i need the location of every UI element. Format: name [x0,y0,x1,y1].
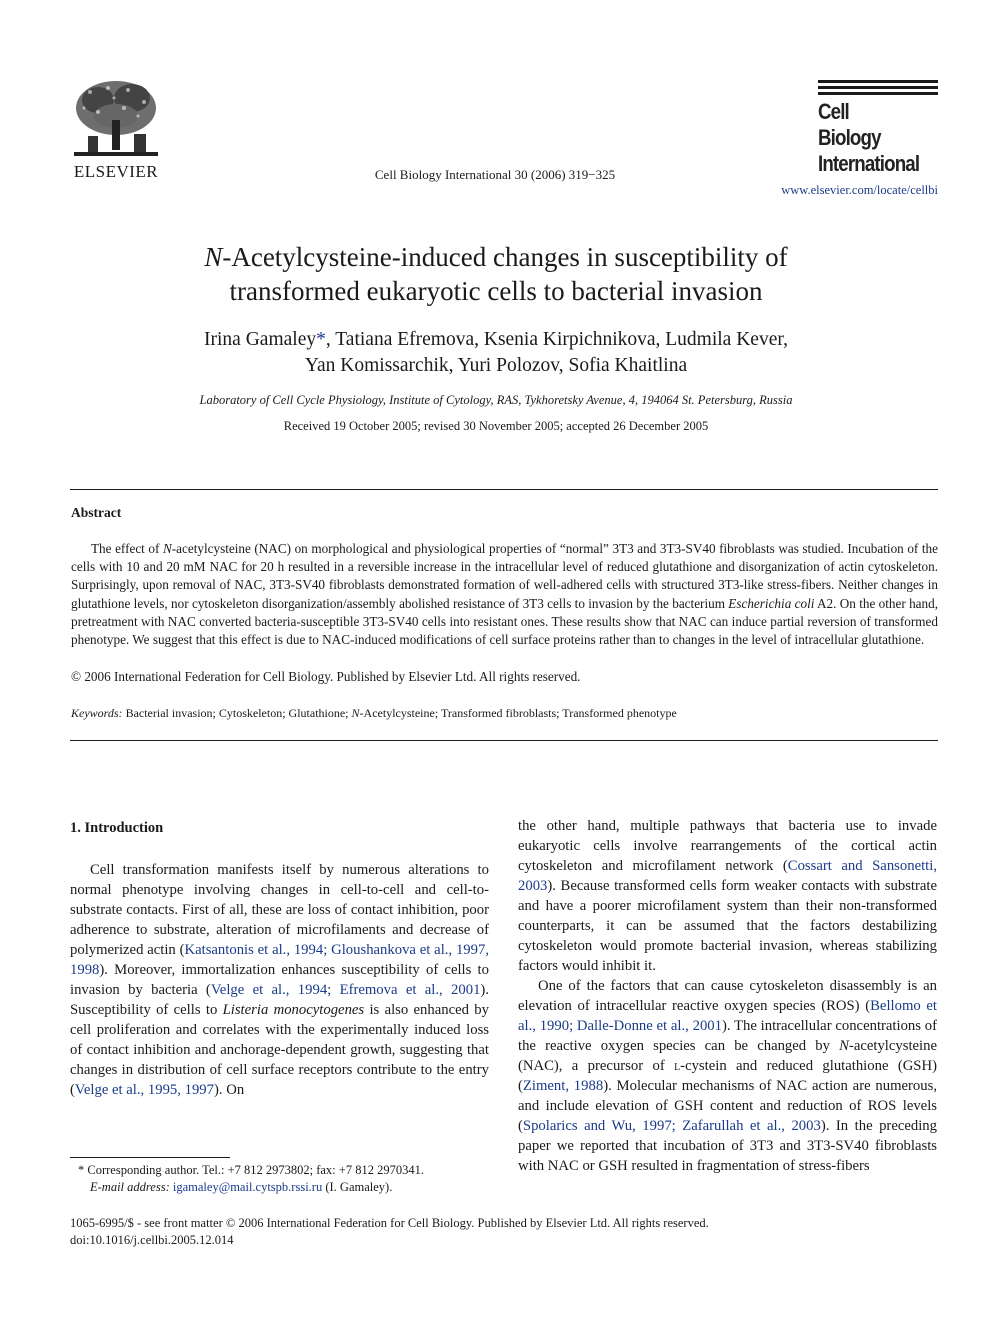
elsevier-logo [68,78,164,188]
email-label: E-mail address: [90,1180,170,1194]
body-column-right [518,816,937,1176]
citation-link[interactable]: Velge et al., 1994; Efremova et al., 2001 [210,982,481,998]
corresponding-author-link[interactable]: * [316,329,326,350]
affiliation: Laboratory of Cell Cycle Physiology, Institute of Cytology, RAS, Tykhoretsky Avenue, 4, 194064 St. Petersburg, Russia [199,393,793,407]
logo-word: Biology [818,125,881,150]
logo-word: Cell [818,99,849,124]
logo-bar [818,92,938,95]
abstract-italic: Escherichia coli [728,595,815,611]
paragraph: Cell transformation manifests itself by numerous alterations to normal phenotype involving changes in cell-to-cell and cell-to-substrate contacts. First of all, these are loss of contact inhibition, poor adherence to substrate, alteration of microfilaments and decrease of polymerized actin (Katsantonis et al., 1994; Gloushankova et al., 1997, 1998). Moreover, immortalization enhances susceptibility of cells to invasion by bacteria (Velge et al., 1994; Efremova et al., 2001). Susceptibility of cells to Listeria monocytogenes is also enhanced by cell proliferation and correlates with the experimentally induced loss of contact inhibition and anchorage-dependent growth, suggesting that changes in distribution of cell surface receptors contribute to the entry (Velge et al., 1995, 1997). On [70,862,489,1098]
email-line: E-mail address: igamaley@mail.cytspb.rssi.ru (I. Gamaley). [90,1180,393,1194]
abstract-text: -acetylcysteine (NAC) on morphological and physiological properties of “normal” 3T3 and 3T3-SV40 fibroblasts was studied. Incubation of the cells with 10 and 20 mM NAC for 20 h resulted in a reversible increase in the intracellular level of reduced glutathione and disorganization of actin cytoskeleton. Surprisingly, upon removal of NAC, 3T3-SV40 fibroblasts demonstrated formation of well-adhered cells with structured 3T3-like stress-fibers. Neither changes in glutathione levels, nor cytoskeleton disorganization/assembly abolished resistance of 3T3 cells to invasion by the bacterium [71,541,938,611]
keywords-text: -Acetylcysteine; Transformed fibroblasts; Transformed phenotype [359,706,677,720]
citation-link[interactable]: Spolarics and Wu, 1997; Zafarullah et al., 2003 [522,1118,821,1134]
received-dates: Received 19 October 2005; revised 30 November 2005; accepted 26 December 2005 [283,419,709,433]
email-link[interactable]: igamaley@mail.cytspb.rssi.ru [172,1180,323,1194]
abstract-heading: Abstract [71,505,122,520]
logo-bar [818,86,938,89]
journal-url-link[interactable]: www.elsevier.com/locate/cellbi [781,183,938,197]
author-list [100,327,892,379]
front-matter-line: 1065-6995/$ - see front matter © 2006 International Federation for Cell Biology. Published by Elsevier Ltd. All rights reserved. [70,1216,709,1230]
title-line1: -Acetylcysteine-induced changes in susceptibility of [222,242,788,272]
abstract-copyright: © 2006 International Federation for Cell Biology. Published by Elsevier Ltd. All rights reserved. [71,669,581,684]
logo-bar [818,80,938,83]
author-first: Irina Gamaley [204,329,317,350]
journal-citation: Cell Biology International 30 (2006) 319−325 [374,167,616,182]
citation-link[interactable]: Cossart and Sansonetti, 2003 [518,858,937,894]
page-footer [70,1215,938,1249]
abstract-text: The effect of [91,541,163,556]
citation-link[interactable]: Velge et al., 1995, 1997 [74,1082,214,1098]
elsevier-tree-icon [68,78,164,160]
paragraph: the other hand, multiple pathways that bacteria use to invade eukaryotic cells involve rearrangements of the cortical actin cytoskeleton and microfilament network (Cossart and Sansonetti, 2003). Because transformed cells form weaker contacts with substrate and have a poorer microfilament system than their non-transformed counterparts, it can be assumed that the factors destabilizing cytoskeleton would promote bacterial invasion, whereas stabilizing factors would inhibit it. [518,818,937,974]
footnote [70,1162,490,1196]
authors-line2: Yan Komissarchik, Yuri Polozov, Sofia Khaitlina [304,355,688,376]
keywords-label: Keywords: [71,706,123,720]
citation-link[interactable]: Bellomo et al., 1990; Dalle-Donne et al., 2001 [518,998,937,1034]
publisher-name: ELSEVIER [73,162,159,181]
corresponding-author-note: * Corresponding author. Tel.: +7 812 2973802; fax: +7 812 2970341. [78,1163,424,1177]
citation-link[interactable]: Katsantonis et al., 1994; Gloushankova et al., 1997, 1998 [70,942,489,978]
divider [70,740,938,741]
citation-link[interactable]: Ziment, 1988 [522,1078,604,1094]
authors-line1: , Tatiana Efremova, Ksenia Kirpichnikova, Ludmila Kever, [325,329,788,350]
keywords-text: Bacterial invasion; Cytoskeleton; Glutathione; [122,706,352,720]
divider [70,489,938,490]
body-column-left [70,816,489,1100]
abstract-italic: N [162,541,172,556]
keywords [71,705,938,721]
title-line2: transformed eukaryotic cells to bacterial invasion [229,276,763,306]
keywords-italic: N [351,706,360,720]
doi-line: doi:10.1016/j.cellbi.2005.12.014 [70,1233,234,1247]
title-italic: N [204,242,223,272]
footnote-divider [70,1157,230,1158]
paragraph: One of the factors that can cause cytoskeleton disassembly is an elevation of intracellular reactive oxygen species (ROS) (Bellomo et al., 1990; Dalle-Donne et al., 2001). The intracellular concentrations of the reactive oxygen species can be changed by N-acetylcysteine (NAC), a precursor of l-cystein and reduced glutathione (GSH) (Ziment, 1988). Molecular mechanisms of NAC action are numerous, and include elevation of GSH content and reduction of ROS levels (Spolarics and Wu, 1997; Zafarullah et al., 2003). In the preceding paper we reported that incubation of 3T3 and 3T3-SV40 fibroblasts with NAC or GSH resulted in fragmentation of stress-fibers [518,978,938,1174]
section-heading: 1. Introduction [70,820,164,836]
article-title [100,240,892,308]
logo-word: International [818,151,920,176]
abstract-body [71,540,938,649]
abstract-text: A2. On the other hand, pretreatment with NAC converted bacteria-susceptible 3T3-SV40 cells into resistant ones. These results show that NAC can induce partial reversion of transformed phenotype. We suggest that this effect is due to NAC-induced modifications of cell surface proteins rather than to changes in the level of intracellular glutathione. [71,595,939,648]
journal-logo [818,80,938,177]
